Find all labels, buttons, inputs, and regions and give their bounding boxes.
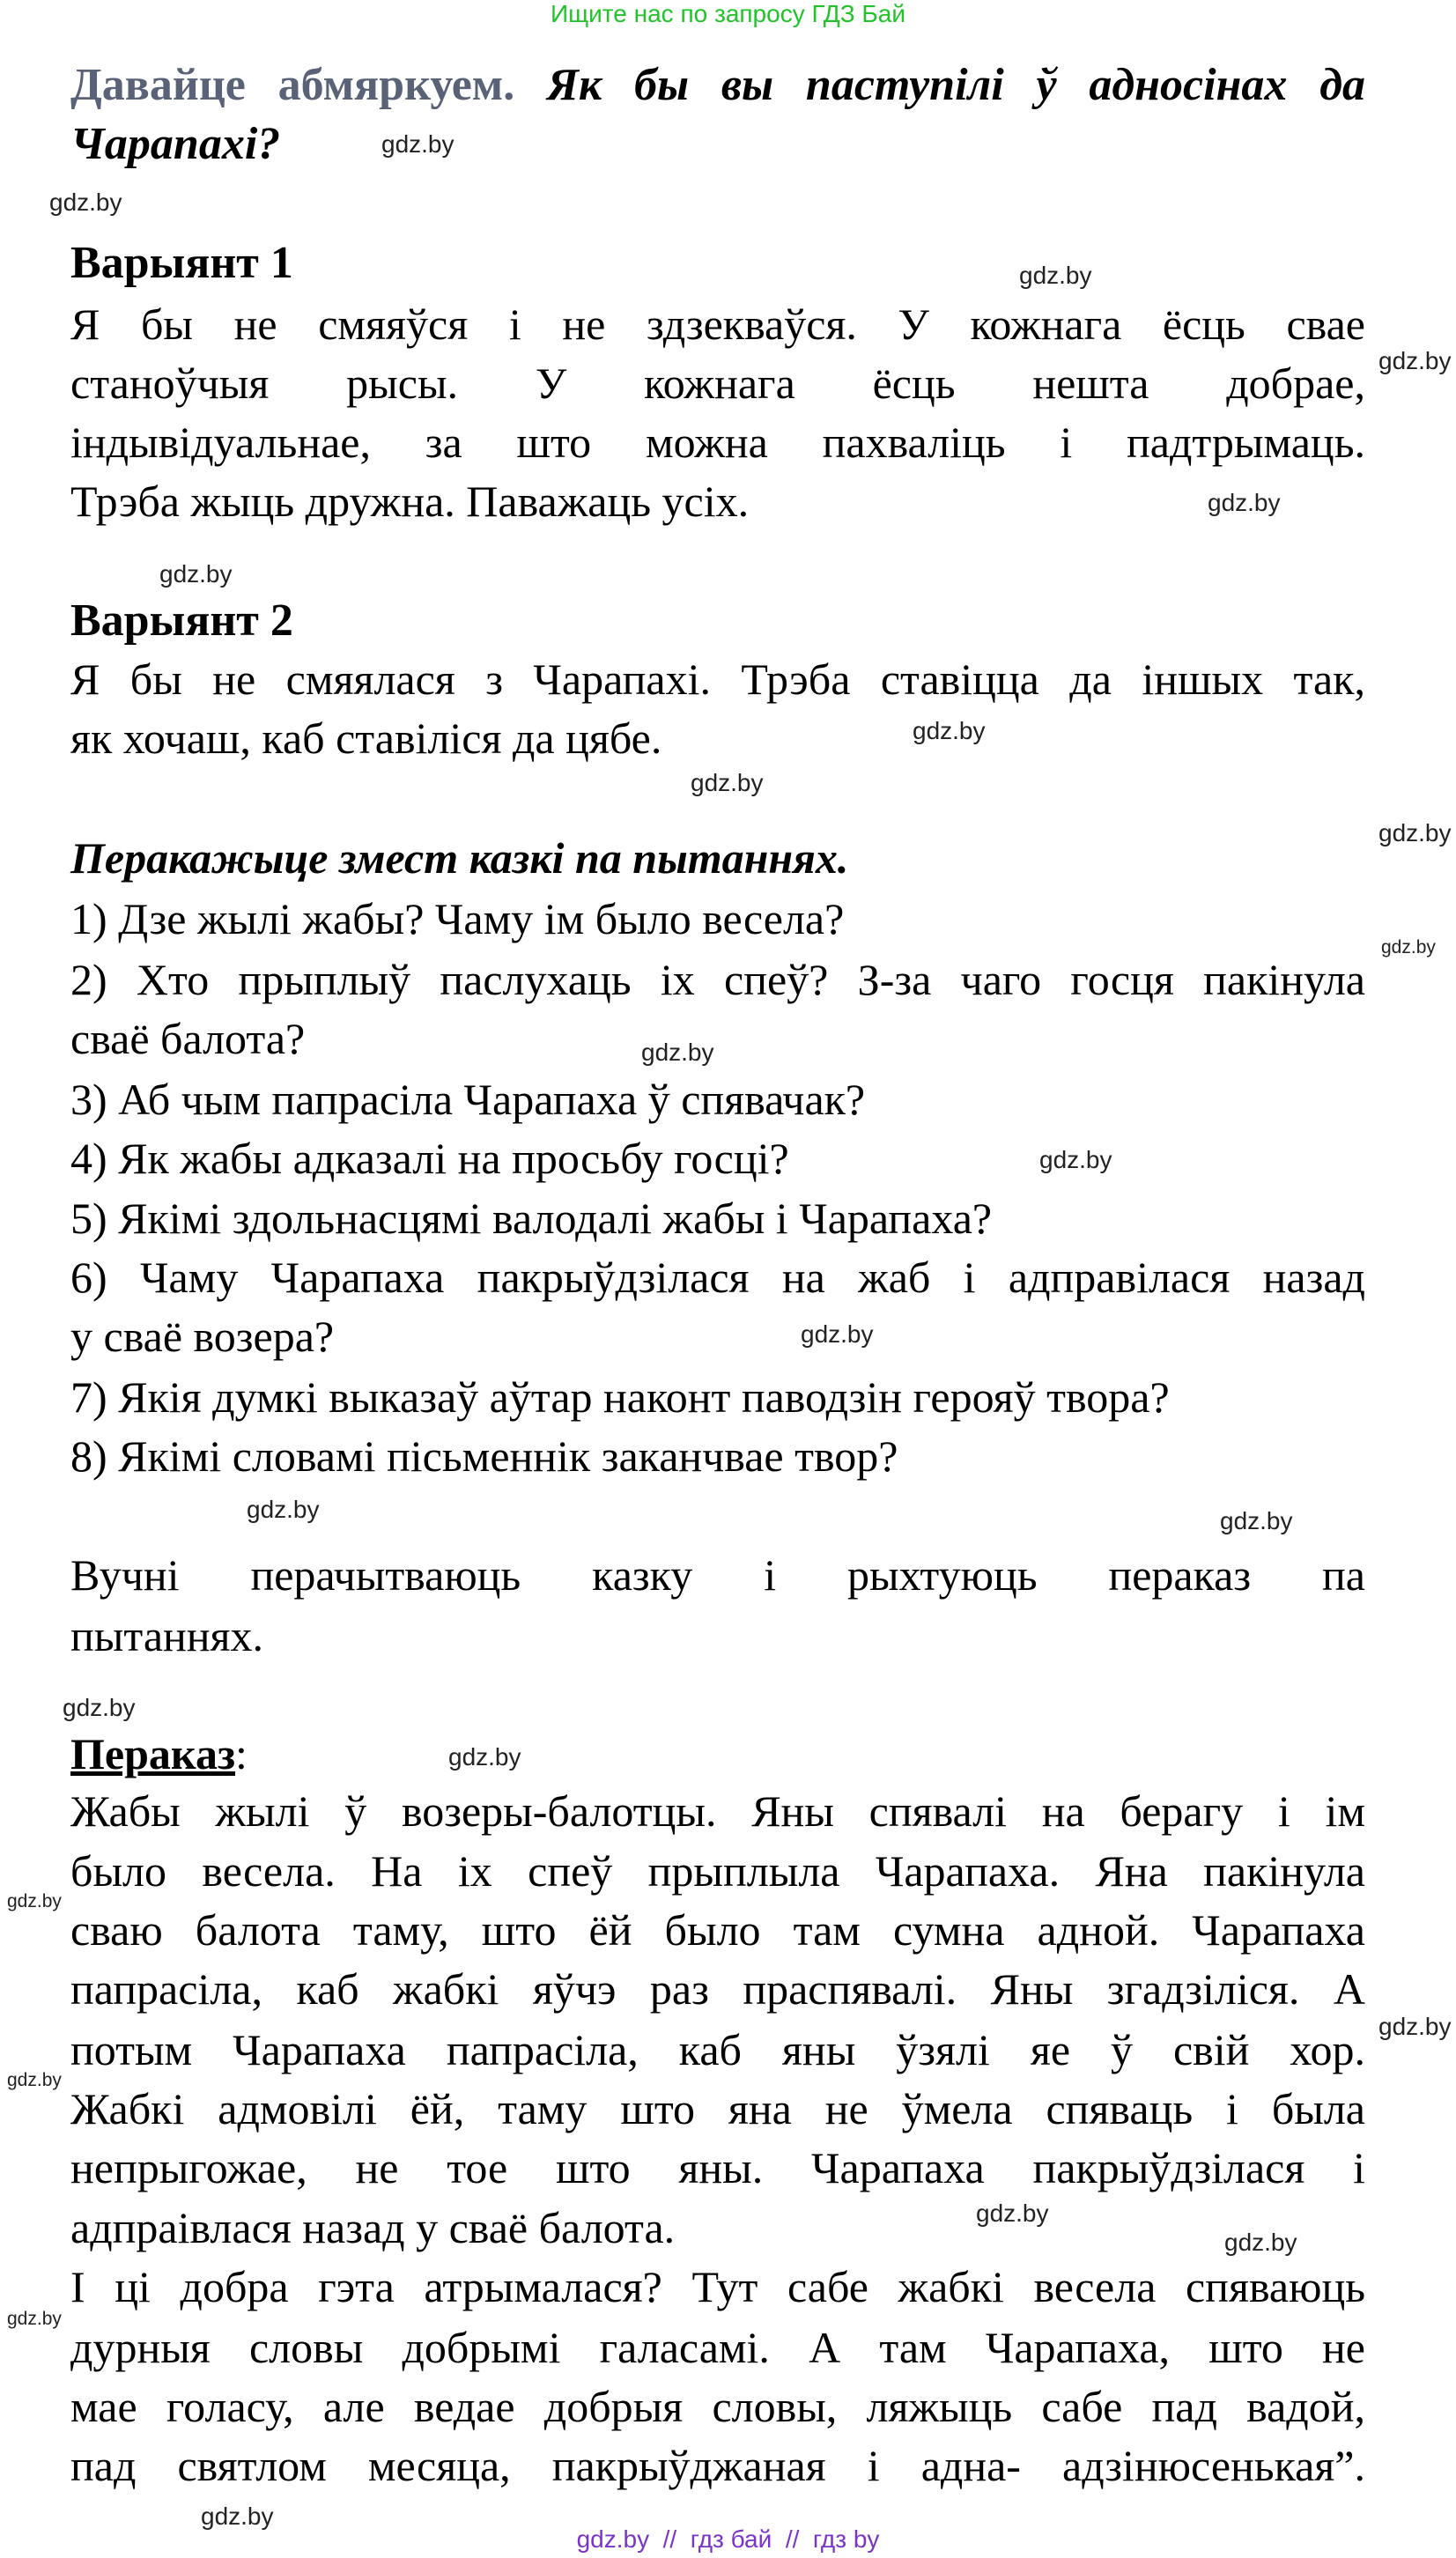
watermark: gdz.by — [7, 2070, 62, 2090]
retelling-line: мае голасу, але ведае добрыя словы, ляжыць сабе пад вадой, — [70, 2382, 1365, 2431]
watermark: gdz.by — [1381, 937, 1436, 957]
watermark: gdz.by — [1378, 819, 1452, 847]
watermark: gdz.by — [641, 1039, 714, 1066]
retelling-line: было весела. На іх спеў прыплыла Чарапаха. Яна пакінула — [70, 1846, 1365, 1896]
watermark: gdz.by — [159, 560, 233, 588]
question-line: у сваё возера? — [70, 1312, 335, 1361]
watermark: gdz.by — [1378, 347, 1452, 374]
retelling-line: І ці добра гэта атрымалася? Тут сабе жабкі весела спяваюць — [70, 2262, 1365, 2311]
variant2-line: Я бы не смяялася з Чарапахі. Трэба ставіцца да іншых так, — [70, 654, 1365, 704]
watermark: gdz.by — [976, 2199, 1049, 2227]
retelling-line: дурныя словы добрымі галасамі. А там Чарапаха, што не — [70, 2323, 1365, 2372]
question-line: 8) Якімі словамі пісьменнік заканчвае твор? — [70, 1431, 898, 1481]
title-line-1 — [70, 57, 1365, 114]
question-line: 4) Як жабы адказалі на просьбу госці? — [70, 1134, 789, 1183]
task-line: Вучні перачытваюць казку і рыхтуюць пераказ па — [70, 1550, 1365, 1600]
discussion-label: Давайце абмяркуем — [70, 60, 504, 110]
watermark: gdz.by — [913, 717, 986, 744]
watermark: gdz.by — [448, 1743, 521, 1771]
retelling-line: пад святлом месяца, пакрыўджаная і адна- адзінюсенькая”. — [70, 2441, 1365, 2490]
variant1-line: Трэба жыць дружна. Паважаць усіх. — [70, 477, 750, 526]
watermark: gdz.by — [7, 1891, 62, 1911]
variant1-line: Я бы не смяяўся і не здзекваўся. У кожнага ёсць свае — [70, 299, 1365, 349]
retelling-line: адпраівлася назад у сваё балота. — [70, 2203, 676, 2252]
retelling-line: сваю балота таму, што ёй было там сумна адной. Чарапаха — [70, 1905, 1365, 1955]
watermark: gdz.by — [691, 769, 764, 796]
watermark: gdz.by — [1378, 2013, 1452, 2040]
question-line: 2) Хто прыплыў паслухаць іх спеў? З-за чаго госця пакінула — [70, 955, 1365, 1004]
title-line-2: Чарапахі? — [70, 119, 281, 169]
watermark: gdz.by — [1019, 262, 1092, 289]
question-line: 3) Аб чым папрасіла Чарапаха ў спявачак? — [70, 1075, 866, 1124]
watermark: gdz.by — [63, 1694, 136, 1721]
question-line: 7) Якія думкі выказаў аўтар наконт паводзін герояў твора? — [70, 1372, 1170, 1422]
variant2-line: як хочаш, каб ставіліся да цябе. — [70, 713, 662, 763]
footer-watermark: gdz.by // гдз бай // гдз by — [576, 2525, 880, 2553]
watermark: gdz.by — [1220, 1507, 1293, 1534]
retelling-title: Пераказ — [70, 1729, 236, 1778]
question-line: 5) Якімі здольнасцямі валодалі жабы і Чарапаха? — [70, 1194, 993, 1243]
retelling-line: Жабкі адмовілі ёй, таму што яна не ўмела спяваць і была — [70, 2084, 1365, 2133]
watermark: gdz.by — [201, 2503, 274, 2530]
variant1-heading: Варыянт 1 — [70, 238, 293, 288]
retelling-line: непрыгожае, не тое што яны. Чарапаха пакрыўдзілася і — [70, 2143, 1365, 2192]
watermark: gdz.by — [7, 2309, 62, 2329]
watermark: gdz.by — [381, 130, 455, 158]
variant1-line: індывідуальнае, за што можна пахваліць і падтрымаць. — [70, 418, 1365, 467]
task-line: пытаннях. — [70, 1611, 264, 1660]
watermark: gdz.by — [801, 1320, 874, 1348]
watermark: gdz.by — [1208, 489, 1281, 516]
title-dot: . — [503, 60, 515, 110]
variant1-line: станоўчыя рысы. У кожнага ёсць нешта добрае, — [70, 359, 1365, 408]
retelling-line: папрасіла, каб жабкі яўчэ раз праспявалі. Яны згадзіліся. А — [70, 1964, 1365, 2014]
retelling-line: Жабы жылі ў возеры-балотцы. Яны спявалі на берагу і ім — [70, 1786, 1365, 1836]
variant2-heading: Варыянт 2 — [70, 595, 293, 646]
question-line: сваё балота? — [70, 1014, 306, 1063]
retelling-colon: : — [235, 1729, 248, 1778]
watermark: gdz.by — [1039, 1146, 1112, 1173]
question-line: 6) Чаму Чарапаха пакрыўдзілася на жаб і адправілася назад — [70, 1253, 1365, 1302]
questions-heading: Перакажыце змест казкі па пытаннях. — [70, 833, 849, 883]
retelling-line: потым Чарапаха папрасіла, каб яны ўзялі яе ў свій хор. — [70, 2025, 1365, 2074]
watermark: gdz.by — [1224, 2229, 1297, 2256]
header-watermark: Ищите нас по запросу ГДЗ Бай — [550, 0, 906, 27]
watermark: gdz.by — [247, 1496, 320, 1523]
question-line: 1) Дзе жылі жабы? Чаму ім было весела? — [70, 894, 845, 943]
retelling-heading — [70, 1726, 248, 1782]
watermark: gdz.by — [49, 189, 122, 216]
discussion-question: Як бы вы паступілі ў адносінах да — [547, 60, 1365, 110]
